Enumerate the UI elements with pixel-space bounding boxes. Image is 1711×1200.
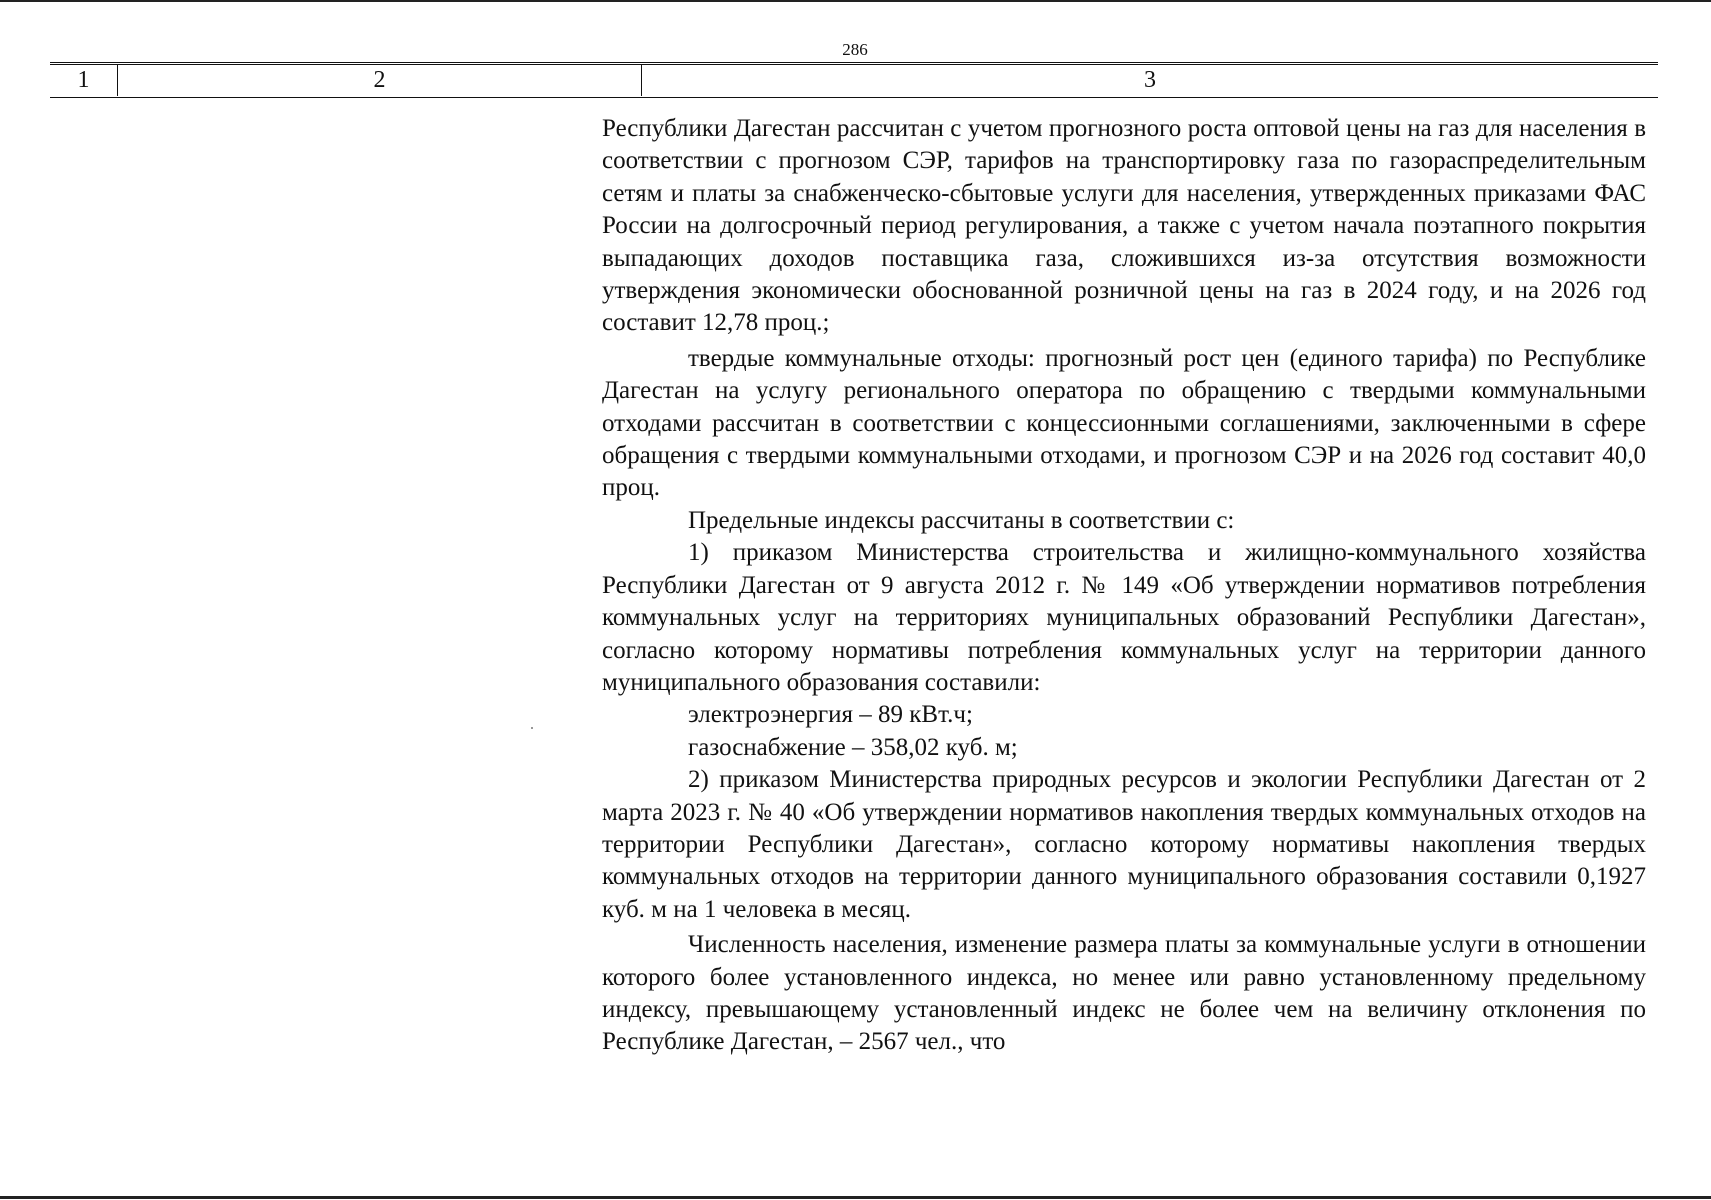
scan-bottom-edge [0,1196,1711,1199]
scan-speck [531,727,533,729]
page-number: 286 [842,40,868,59]
norm-gas: газоснабжение – 358,02 куб. м; [688,733,1018,761]
column-header-3: 3 [1144,67,1156,93]
paragraph-gas-continuation: Республики Дагестан рассчитан с учетом прогнозного роста оптовой цены на газ для населения в соответствии с прогнозом СЭР, тарифов на транспортировку газа по газораспределительным сетям и платы за снабженческо-сбытовые услуги для населения, утвержденных приказами ФАС России на долгосрочный период регулирования, а также с учетом начала поэтапного покрытия выпадающих доходов поставщика газа, сложившихся из-за отсутствия возможности утверждения экономически обоснованной розничной цены на газ в 2024 году, и на 2026 год составит 12,78 проц.; [602,115,1646,337]
paragraph-solid-waste: твердые коммунальные отходы: прогнозный рост цен (единого тарифа) по Республике Дагестан на услугу регионального оператора по обращению с твердыми коммунальными отходами рассчитан в соответствии с концессионными соглашениями, заключенными в сфере обращения с твердыми коммунальными отходами, и прогнозом СЭР и на 2026 год составит 40,0 проц. [602,344,1646,502]
norm-electricity: электроэнергия – 89 кВт.ч; [688,701,973,729]
column-header-2: 2 [118,65,642,96]
paragraph-order-2: 2) приказом Министерства природных ресурсов и экологии Республики Дагестан от 2 марта 2023 г. № 40 «Об утверждении нормативов накопления твердых коммунальных отходов на территории Республики Дагестан», согласно которому нормативы накопления твердых коммунальных отходов на территории данного муниципального образования составили 0,1927 куб. м на 1 человека в месяц. [602,766,1646,923]
paragraph-order-1: 1) приказом Министерства строительства и жилищно-коммунального хозяйства Республики Дагестан от 9 августа 2012 г. № 149 «Об утверждении нормативов потребления коммунальных услуг на территориях муниципальных образований Республики Дагестан», согласно которому нормативы потребления коммунальных услуг на территории данного муниципального образования составили: [602,539,1646,696]
paragraph-population: Численность населения, изменение размера платы за коммунальные услуги в отношении которого более установленного индекса, но менее или равно установленному предельному индексу, превышающему установленный индекс не более чем на величину отклонения по Республике Дагестан, – 2567 чел., что [602,931,1646,1056]
document-body [602,113,1646,1059]
paragraph-indices-intro: Предельные индексы рассчитаны в соответствии с: [688,506,1235,534]
scan-top-edge [0,0,1711,2]
table-header-row [50,64,1658,98]
column-header-1: 1 [50,65,118,96]
